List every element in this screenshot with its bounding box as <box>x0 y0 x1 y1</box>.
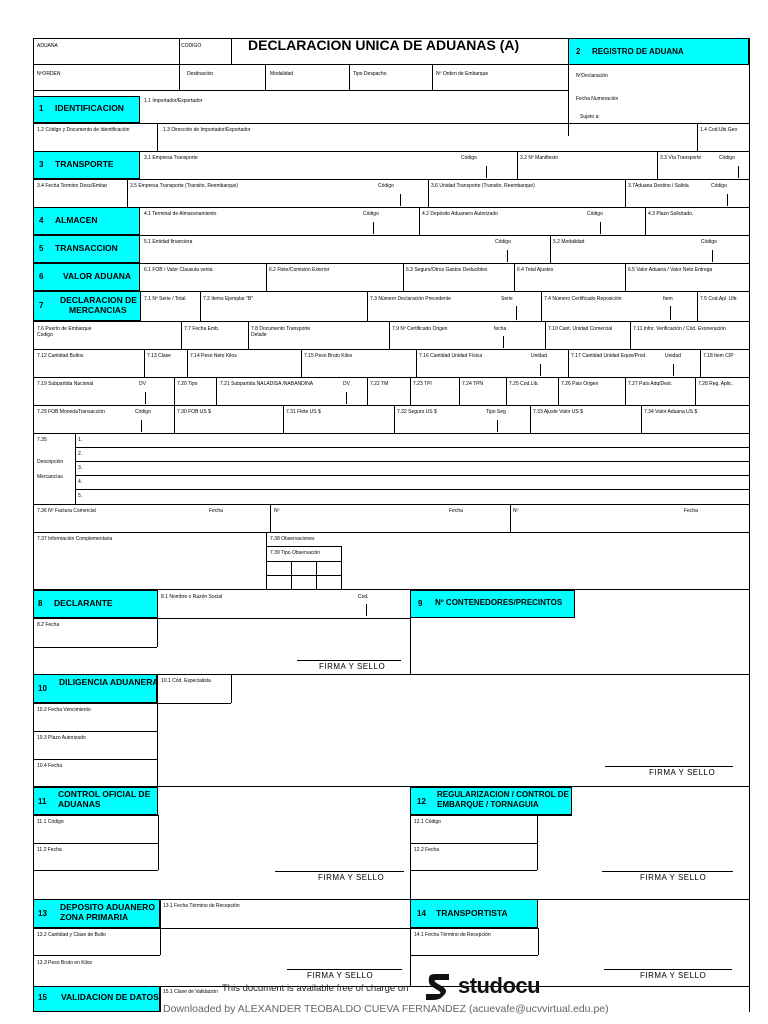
field-3-5-codigo: Código <box>378 183 394 189</box>
field-7-37: 7.37 Información Complementaria <box>37 536 113 542</box>
field-7-8-detalle: Detalle <box>251 332 267 338</box>
field-10-1: 10.1 Cód. Especialista <box>161 678 211 684</box>
field-7-19: 7.19 Subpartida Nacional <box>37 381 94 387</box>
field-13-3: 13.3 Peso Bruto en Kilos <box>37 960 93 966</box>
field-3-1: 3.1 Empresa Transporte <box>144 155 198 161</box>
description-line-2[interactable]: 2. <box>78 451 83 457</box>
field-4-2: 4.2 Depósito Aduanero Autorizado <box>422 211 498 217</box>
field-7-7: 7.7 Fecha Emb. <box>184 326 220 332</box>
field-7-33: 7.33 Ajuste Valor US $ <box>533 409 583 415</box>
section-10-title: DILIGENCIA ADUANERA <box>59 677 159 687</box>
field-5-1: 5.1 Entidad financiera <box>144 239 193 245</box>
field-10-2: 10.2 Fecha Vencimiento <box>37 707 91 713</box>
section-12-number: 12 <box>417 797 426 806</box>
field-4-1-codigo: Código <box>363 211 379 217</box>
section-6-title: VALOR ADUANA <box>63 271 131 281</box>
field-3-6: 3.6 Unidad Transporte (Transito, Reembarque) <box>431 183 535 189</box>
field-6-3: 6.3 Seguro/Otros Gastos Deducibles <box>406 267 488 273</box>
field-7-20: 7.20 Tipo <box>177 381 198 387</box>
section-7-title-line-2: MERCANCIAS <box>69 305 127 315</box>
field-7-29-codigo: Código <box>135 409 151 415</box>
field-5-2: 5.2 Modalidad <box>553 239 585 245</box>
section-7-title-line-1: DECLARACION DE <box>60 295 137 305</box>
section-14-title: TRANSPORTISTA <box>436 908 508 918</box>
mercancias-label: Mercancías <box>37 474 63 480</box>
field-12-2: 12.2 Fecha <box>414 847 440 853</box>
field-7-3-serie: Serie <box>501 296 513 302</box>
section-4-title: ALMACEN <box>55 215 98 225</box>
section-1-number: 1 <box>39 104 44 113</box>
section-2-title: REGISTRO DE ADUANA <box>592 47 684 56</box>
field-4-1: 4.1 Terminal de Almacenamiento <box>144 211 217 217</box>
section-8-number: 8 <box>38 599 43 608</box>
field-7-36-n-2: Nº <box>513 508 519 514</box>
field-11-1: 11.1 Código <box>37 819 64 825</box>
field-7-2: 7.2 Items Ejemplar "B" <box>203 296 253 302</box>
section-10-number: 10 <box>38 684 47 693</box>
section-5-title: TRANSACCION <box>55 243 118 253</box>
field-7-21: 7.21 Subpartida NALADISA /NABANDINA <box>220 381 314 387</box>
field-7-29: 7.29 FOB MonedaTransacción <box>37 409 105 415</box>
field-3-3: 3.3 Vía Transporte <box>660 155 702 161</box>
section-10-signature: FIRMA Y SELLO <box>649 768 716 777</box>
field-7-32: 7.32 Seguro US $ <box>397 409 437 415</box>
field-13-1: 13.1 Fecha Término de Recepción <box>163 903 240 909</box>
field-4-3: 4.3 Plazo Solicitado. <box>648 211 694 217</box>
description-line-1[interactable]: 1. <box>78 437 83 443</box>
field-7-36-fecha-2: Fecha <box>449 508 463 514</box>
field-8-1: 8.1 Nombre o Razón Social <box>161 594 223 600</box>
field-7-36-n-1: Nº <box>274 508 280 514</box>
field-7-16-unidad: Unidad <box>531 353 547 359</box>
download-credit: Downloaded by ALEXANDER TEOBALDO CUEVA FERNANDEZ (acuevafe@ucvvirtual.edu.pe) <box>163 1003 609 1015</box>
field-5-2-codigo: Código <box>701 239 717 245</box>
field-7-36: 7.36 Nº Factura Comercial <box>37 508 96 514</box>
description-line-3[interactable]: 3. <box>78 465 83 471</box>
field-7-1: 7.1 Nº Serie / Total <box>144 296 186 302</box>
section-8-title: DECLARANTE <box>54 598 113 608</box>
field-7-5: 7.5 Cod.Apl. Ultr. <box>700 296 738 302</box>
orden-embarque-label: Nº Orden de Embarque <box>436 71 489 77</box>
field-7-3: 7.3 Número Declaración Precedente <box>370 296 451 302</box>
field-13-2: 13.2 Cantidad y Clase de Bulto <box>37 932 106 938</box>
studocu-brand: studocu <box>458 973 541 998</box>
field-7-35: 7.35 <box>37 437 47 443</box>
n-orden-label: NºORDEN <box>37 71 61 77</box>
section-9-title: Nº CONTENEDORES/PRECINTOS <box>435 598 563 607</box>
field-7-39: 7.39 Tipo Observación <box>270 550 321 556</box>
field-7-12: 7.12 Cantidad Bultos <box>37 353 84 359</box>
field-14-1: 14.1 Fecha Término de Recepción <box>414 932 491 938</box>
section-8-signature: FIRMA Y SELLO <box>319 662 386 671</box>
field-1-3: 1.3 Dirección de Importador/Exportador <box>163 127 251 133</box>
field-3-7-codigo: Código <box>711 183 727 189</box>
section-12-signature: FIRMA Y SELLO <box>640 873 707 882</box>
descripcion-label: Descripción <box>37 459 64 465</box>
field-7-6-codigo: Codigo <box>37 332 53 338</box>
field-6-5: 6.5 Valor Aduana / Valor Neto Entrega <box>628 267 713 273</box>
field-7-32-tipo-seg: Tipo Seg <box>486 409 506 415</box>
field-7-27: 7.27 País Adq/Dest. <box>628 381 673 387</box>
field-7-38: 7.38 Observaciones <box>270 536 315 542</box>
field-7-9: 7.9 Nº Certificado Origen <box>392 326 448 332</box>
section-13-number: 13 <box>38 909 47 918</box>
codigo-label: CODIGO <box>181 43 202 49</box>
field-4-2-codigo: Código <box>587 211 603 217</box>
field-7-23: 7.23 TPI <box>413 381 432 387</box>
field-7-4: 7.4 Número Certificado Reposición <box>544 296 622 302</box>
field-6-1: 6.1 FOB / Valor Clausula venta <box>144 267 213 273</box>
field-3-1-codigo: Código <box>461 155 477 161</box>
section-11-title-line-2: ADUANAS <box>58 799 101 809</box>
field-1-1: 1.1 Importador/Exportador <box>144 98 203 104</box>
field-5-1-codigo: Código <box>495 239 511 245</box>
field-7-9-fecha: fecha <box>494 326 507 332</box>
field-10-3: 10.3 Plazo Autorizado <box>37 735 86 741</box>
field-6-4: 6.4 Total Ajustes <box>517 267 554 273</box>
field-7-30: 7.30 FOB US $ <box>177 409 211 415</box>
field-7-34: 7.34 Valor Aduana US $ <box>644 409 698 415</box>
section-15-title: VALIDACION DE DATOS <box>61 992 159 1002</box>
section-12-title-line-2: EMBARQUE / TORNAGUIA <box>437 800 539 809</box>
fecha-numeracion-label: Fecha Numeración <box>576 96 619 102</box>
section-14-signature: FIRMA Y SELLO <box>640 971 707 980</box>
field-12-1: 12.1 Código <box>414 819 441 825</box>
field-3-2: 3.2 Nº Manifiesto <box>520 155 558 161</box>
destinacion-label: Destinación <box>187 71 214 77</box>
field-7-14: 7.14 Peso Neto Kilos <box>190 353 237 359</box>
field-7-4-item: Item <box>663 296 673 302</box>
field-3-4: 3.4 Fecha Termino Desc/Embar <box>37 183 108 189</box>
section-3-title: TRANSPORTE <box>55 159 114 169</box>
field-1-2: 1.2 Código y Documento de Identificación <box>37 127 130 133</box>
field-7-17: 7.17 Cantidad Unidad Equiv/Prod. <box>571 353 647 359</box>
field-7-31: 7.31 Flete US $ <box>286 409 321 415</box>
field-7-22: 7.22 TM <box>370 381 389 387</box>
description-line-5[interactable]: 5. <box>78 493 83 499</box>
field-8-1-cod: Cod. <box>358 594 369 600</box>
section-12-title-line-1: REGULARIZACION / CONTROL DE <box>437 790 569 799</box>
section-2-number: 2 <box>576 47 581 56</box>
aduana-label: ADUANA <box>37 43 58 49</box>
section-6-number: 6 <box>39 272 44 281</box>
section-1-title: IDENTIFICACION <box>55 103 124 113</box>
field-7-17-unidad: Unidad <box>665 353 681 359</box>
field-6-2: 6.2 Flete/Comisión Exterior <box>269 267 330 273</box>
field-7-11: 7.11 Infor. Verificación / Cód. Exoneración <box>633 326 726 332</box>
section-15-number: 15 <box>38 993 47 1002</box>
field-7-18: 7.18 Item CIP <box>703 353 734 359</box>
section-4-number: 4 <box>39 216 44 225</box>
field-7-36-fecha-1: Fecha <box>209 508 223 514</box>
tipo-despacho-label: Tipo Despacho <box>353 71 387 77</box>
field-7-6: 7.6 Puerto de Embarque <box>37 326 92 332</box>
section-9-number: 9 <box>418 599 423 608</box>
studocu-free-text: This document is available free of charge on <box>222 983 409 994</box>
field-7-26: 7.26 Pais Origen <box>561 381 599 387</box>
studocu-logo-icon <box>423 973 455 1001</box>
section-7-number: 7 <box>39 301 44 310</box>
field-7-10: 7.10 Cant. Unidad Comercial <box>548 326 613 332</box>
field-3-3-codigo: Código <box>719 155 735 161</box>
section-13-title-line-2: ZONA PRIMARIA <box>60 912 129 922</box>
section-14-number: 14 <box>417 909 426 918</box>
field-1-4: 1.4 Cod.Ubi.Geo <box>700 127 738 133</box>
section-3-number: 3 <box>39 160 44 169</box>
field-3-7: 3.7Aduana Destino / Salida <box>628 183 689 189</box>
description-line-4[interactable]: 4. <box>78 479 83 485</box>
section-11-number: 11 <box>38 797 47 806</box>
field-7-25: 7.25 Cod.Lib. <box>509 381 539 387</box>
section-13-title-line-1: DEPOSITO ADUANERO <box>60 902 155 912</box>
form-title: DECLARACION UNICA DE ADUANAS (A) <box>248 37 520 53</box>
field-7-19-dv: DV <box>139 381 146 387</box>
sujeto-a-label: Sujeto a: <box>580 114 600 120</box>
field-7-21-dv: DV <box>343 381 350 387</box>
field-8-2: 8.2 Fecha <box>37 622 60 628</box>
field-7-15: 7.15 Peso Bruto Kilos <box>304 353 353 359</box>
field-7-8: 7.8 Documento Transporte <box>251 326 311 332</box>
field-7-28: 7.28 Reg. Aplic. <box>698 381 734 387</box>
section-13-signature: FIRMA Y SELLO <box>307 971 374 980</box>
field-11-2: 11.2 Fecha <box>37 847 62 853</box>
field-10-4: 10.4 Fecha <box>37 763 63 769</box>
field-7-24: 7.24 TPN <box>462 381 484 387</box>
field-15-1: 15.1 Clave de Validación <box>163 989 218 995</box>
section-5-number: 5 <box>39 244 44 253</box>
section-11-signature: FIRMA Y SELLO <box>318 873 385 882</box>
field-7-13: 7.13 Clase <box>147 353 171 359</box>
modalidad-label: Modalidad <box>270 71 294 77</box>
field-3-5: 3.5 Empresa Transporte (Transito, Reembarque) <box>130 183 238 189</box>
field-7-16: 7.16 Cantidad Unidad Física <box>419 353 483 359</box>
field-7-36-fecha-3: Fecha <box>684 508 698 514</box>
n-declaracion-label: NºDeclaración <box>576 73 608 79</box>
section-11-title-line-1: CONTROL OFICIAL DE <box>58 789 151 799</box>
